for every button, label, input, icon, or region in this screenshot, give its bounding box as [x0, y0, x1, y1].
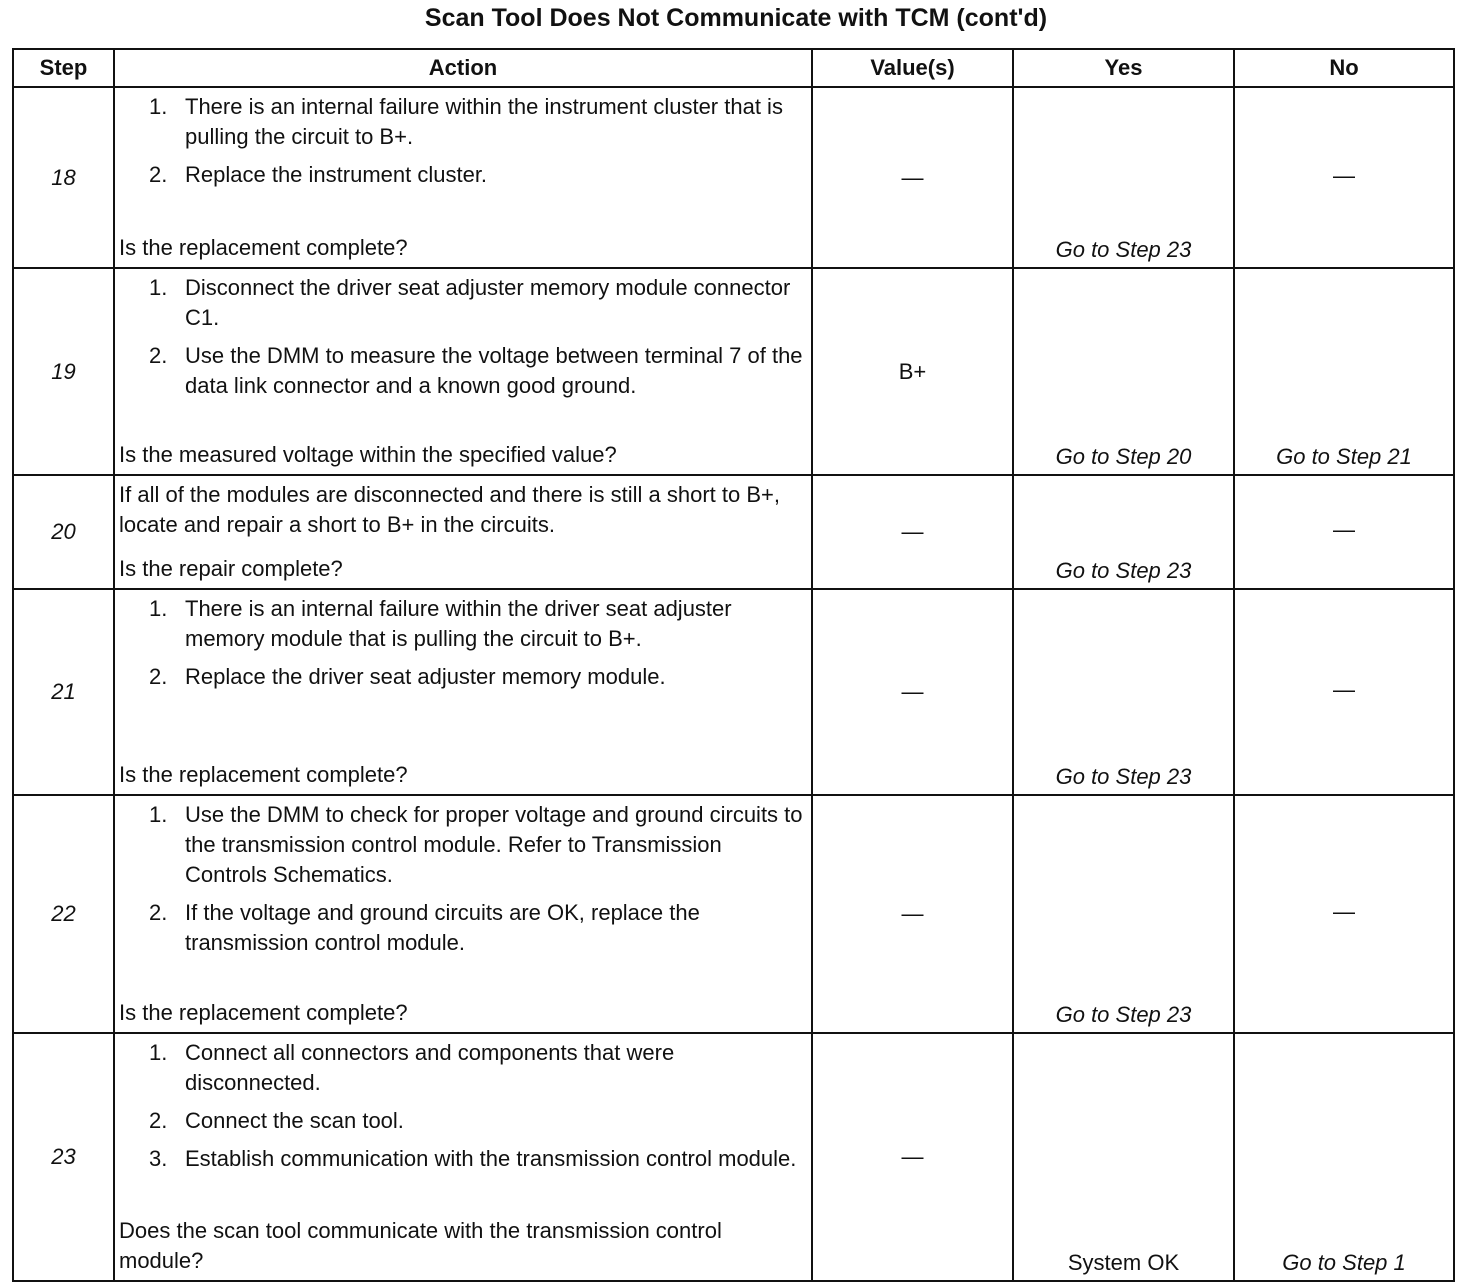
header-row: [13, 49, 1454, 87]
action-step-item: [149, 1144, 807, 1174]
action-step-item: [149, 341, 807, 401]
step-item-number: 1.: [149, 802, 168, 827]
step-item-number: 3.: [149, 1146, 168, 1171]
action-content: [115, 590, 811, 794]
action-step-item: [149, 92, 807, 152]
action-question: Is the replacement complete?: [119, 762, 408, 787]
no-cell: Go to Step 1: [1234, 1033, 1454, 1281]
action-cell: [114, 795, 812, 1033]
action-cell: [114, 268, 812, 475]
step-number: 23: [13, 1033, 114, 1281]
action-paragraph: If all of the modules are disconnected and there is still a short to B+, locate and repair a short to B+ in the circuits.: [119, 482, 780, 537]
action-step-item: [149, 662, 807, 692]
action-content: [115, 1034, 811, 1280]
action-steps: [119, 480, 807, 540]
yes-cell: Go to Step 23: [1013, 87, 1234, 268]
action-steps: [119, 800, 807, 966]
action-step-item: [149, 160, 807, 190]
yes-cell: Go to Step 23: [1013, 475, 1234, 589]
action-content: [115, 476, 811, 588]
no-cell: Go to Step 21: [1234, 268, 1454, 475]
action-step-item: [149, 1106, 807, 1136]
table-row: [13, 589, 1454, 795]
yes-cell: Go to Step 23: [1013, 795, 1234, 1033]
value-cell: —: [812, 1033, 1013, 1281]
step-item-text: Connect the scan tool.: [185, 1108, 404, 1133]
value-cell: B+: [812, 268, 1013, 475]
header-yes: Yes: [1013, 49, 1234, 87]
no-cell: —: [1234, 589, 1454, 795]
step-item-text: Replace the instrument cluster.: [185, 162, 488, 187]
step-number: 18: [13, 87, 114, 268]
action-step-item: [149, 594, 807, 654]
table-row: [13, 795, 1454, 1033]
step-item-text: There is an internal failure within the instrument cluster that is pulling the circuit to B+.: [185, 94, 783, 149]
action-question: Is the measured voltage within the specified value?: [119, 442, 617, 467]
action-question: Is the repair complete?: [119, 556, 343, 581]
header-step: Step: [13, 49, 114, 87]
step-item-text: Replace the driver seat adjuster memory module.: [185, 664, 666, 689]
table-row: [13, 87, 1454, 268]
action-steps: [119, 273, 807, 409]
table-row: [13, 268, 1454, 475]
step-number: 21: [13, 589, 114, 795]
action-question: Is the replacement complete?: [119, 235, 408, 260]
step-item-text: There is an internal failure within the driver seat adjuster memory module that is pulling the circuit to B+.: [185, 596, 732, 651]
page-title: Scan Tool Does Not Communicate with TCM (cont'd): [424, 4, 1048, 32]
action-steps: [119, 92, 807, 198]
step-item-number: 1.: [149, 596, 168, 621]
step-item-text: If the voltage and ground circuits are OK, replace the transmission control module.: [185, 900, 700, 955]
step-item-number: 2.: [149, 664, 168, 689]
value-cell: —: [812, 475, 1013, 589]
action-cell: [114, 475, 812, 589]
value-cell: —: [812, 87, 1013, 268]
action-content: [115, 88, 811, 267]
action-content: [115, 269, 811, 474]
step-item-text: Connect all connectors and components that were disconnected.: [185, 1040, 675, 1095]
header-no: No: [1234, 49, 1454, 87]
action-content: [115, 796, 811, 1032]
header-values: Value(s): [812, 49, 1013, 87]
step-number: 20: [13, 475, 114, 589]
step-item-number: 2.: [149, 343, 168, 368]
yes-cell: System OK: [1013, 1033, 1234, 1281]
step-item-number: 2.: [149, 1108, 168, 1133]
table-row: [13, 1033, 1454, 1281]
yes-cell: Go to Step 20: [1013, 268, 1234, 475]
action-steps: [119, 594, 807, 700]
value-cell: —: [812, 589, 1013, 795]
step-item-text: Use the DMM to check for proper voltage and ground circuits to the transmission control module. Refer to Transmission Controls Schematics.: [185, 802, 803, 887]
step-item-text: Use the DMM to measure the voltage between terminal 7 of the data link connector and a known good ground.: [185, 343, 803, 398]
step-item-number: 1.: [149, 94, 168, 119]
step-item-number: 1.: [149, 275, 168, 300]
no-cell: —: [1234, 475, 1454, 589]
step-number: 22: [13, 795, 114, 1033]
action-question: Does the scan tool communicate with the transmission control module?: [119, 1218, 722, 1273]
step-item-number: 2.: [149, 900, 168, 925]
step-number: 19: [13, 268, 114, 475]
action-step-item: [149, 273, 807, 333]
diagnostic-table: [12, 48, 1455, 1282]
step-item-number: 1.: [149, 1040, 168, 1065]
header-action: Action: [114, 49, 812, 87]
action-step-item: [149, 1038, 807, 1098]
step-item-text: Disconnect the driver seat adjuster memory module connector C1.: [185, 275, 791, 330]
action-cell: [114, 589, 812, 795]
action-step-item: [149, 898, 807, 958]
action-steps: [119, 1038, 807, 1182]
table-row: [13, 475, 1454, 589]
no-cell: —: [1234, 87, 1454, 268]
step-item-text: Establish communication with the transmission control module.: [185, 1146, 797, 1171]
action-step-item: [149, 800, 807, 890]
action-cell: [114, 1033, 812, 1281]
action-question: Is the replacement complete?: [119, 1000, 408, 1025]
value-cell: —: [812, 795, 1013, 1033]
step-item-number: 2.: [149, 162, 168, 187]
yes-cell: Go to Step 23: [1013, 589, 1234, 795]
no-cell: —: [1234, 795, 1454, 1033]
action-cell: [114, 87, 812, 268]
